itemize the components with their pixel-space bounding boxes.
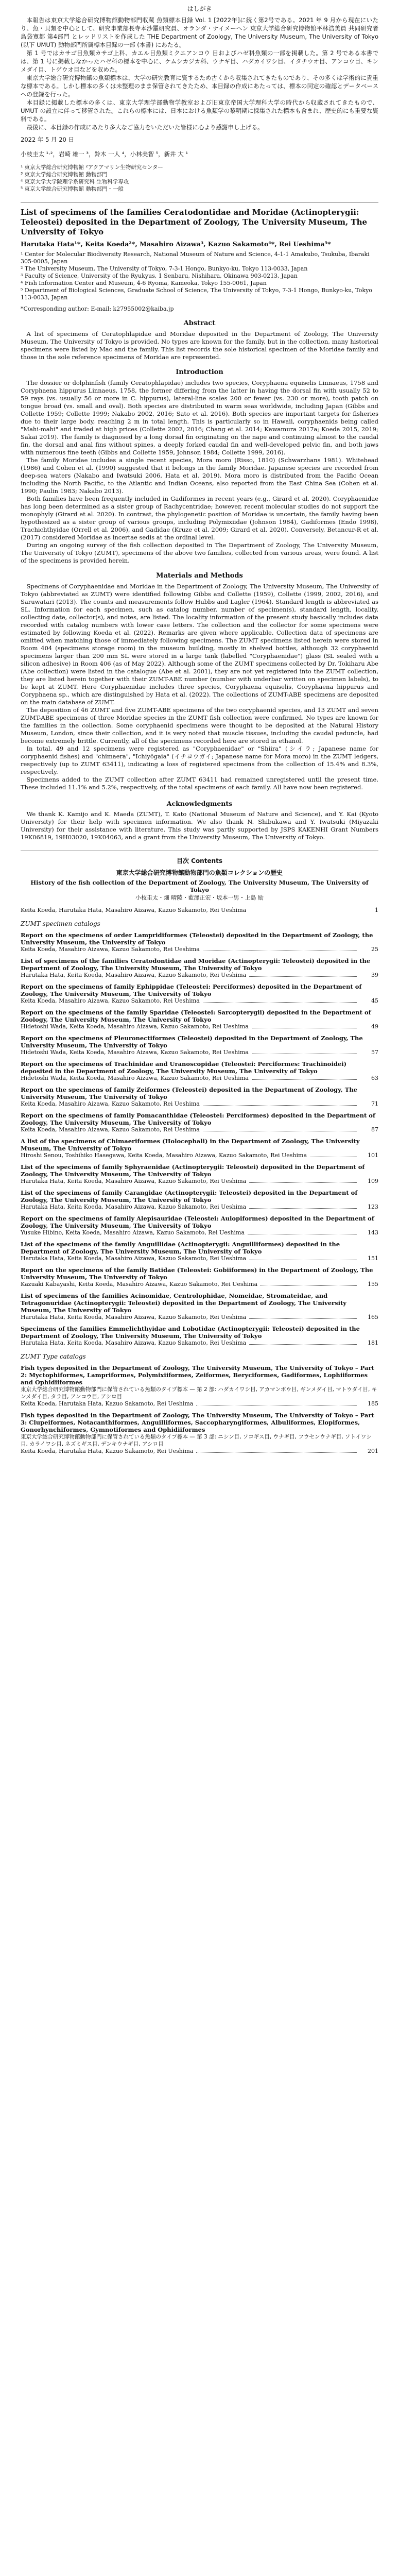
toc-entry-authors: Harutaka Hata, Keita Koeda, Masahiro Aizawa, Kazuo Sakamoto, Rei Ueshima	[21, 972, 247, 978]
toc-leader-dots	[196, 1400, 357, 1405]
toc-leader-dots	[252, 1023, 357, 1028]
toc-entry-page: 123	[368, 1204, 378, 1210]
toc-entry-author-line	[21, 1340, 378, 1347]
intro-paragraph: During an ongoing survey of the fish collection deposited in The Department of Zoology, The University Museum, The University of Tokyo (ZUMT), specimens of the above two families, collected from various areas, were found. A list of the specimens is provided herein.	[21, 541, 378, 564]
toc-entry-author-line	[21, 1023, 378, 1030]
toc-leader-dots	[203, 1100, 357, 1106]
toc-entry	[21, 1215, 378, 1236]
toc-entry-title: List of the specimens of the family Anguillidae (Actinopterygii: Anguilliformes) deposited in the Department of Zoology, The University Museum, The University of Tokyo	[21, 1241, 340, 1255]
methods-paragraph: In total, 49 and 12 specimens were registered as "Coryphaenidae" or "Shiira" (シイラ; Japanese name for coryphaenid fishes) and "chimaera", "Ichiyōgaia" (イチヨウガイ; Japanese name for Mora moro) in the ZUMT ledgers, respectively (up to ZUMT 63411), indicating a loss of registered specimens from the collection of 15.4% and 8.3%, respectively.	[21, 745, 378, 775]
toc-entry-authors: Kazuaki Kabayashi, Keita Koeda, Masahiro Aizawa, Kazuo Sakamoto, Rei Ueshima	[21, 1281, 258, 1287]
affiliation: ⁵ Department of Biological Sciences, Graduate School of Science, The University of Tokyo, 7-3-1 Hongo, Bunkyo-ku, Tokyo 113-0033, Japan	[21, 287, 372, 301]
toc-entry-author-line	[21, 1100, 378, 1108]
toc-leader-dots	[203, 946, 357, 951]
preface-affiliation: ¹ 東京大学総合研究博物館 ²アクアマリン生物研究センター	[21, 164, 163, 171]
toc-leader-dots	[249, 1255, 357, 1260]
toc-entry-page: 57	[371, 1049, 378, 1056]
toc-entry-title: List of specimens of the families Ceratodontidae and Moridae (Actinopterygii: Teleostei) deposited in the Department of Zoology, The University Museum, The University of Tokyo	[21, 957, 371, 972]
article-title: List of specimens of the families Ceratodontidae and Moridae (Actinopterygii: Teleostei) deposited in the Department of Zoology, The University Museum, The University of Tokyo	[21, 208, 368, 236]
toc-entry-author-line	[21, 1400, 378, 1408]
toc-entry-page: 45	[371, 997, 378, 1004]
methods-paragraph: Specimens of Coryphaenidae and Moridae in the Department of Zoology, The University Museum, The University of Tokyo (abbreviated as ZUMT) were identified following Gibbs and Collette (1959), Collette (1999, 2002, 2016), and Saruwatari (2013). The counts and measurements follow Hubbs and Lagler (1964). Standard length is abbreviated as SL. Information for each specimen, such as catalog number, number of specimen(s), standard length, locality, collecting date, collector(s), and notes, are listed. The locality information of the present study basically includes data recorded with catalog numbers with lower case letters. The collection and the collector for some specimens were estimated by following Koeda et al. (2022). Remarks are given where applicable. Collection data of specimens are omitted when matching those of immediately following specimens. The ZUMT specimens listed herein were stored in Room 404 (specimens storage room) in the museum building, mostly in shelved bottles, although 32 coryphaenid specimens larger than 200 mm SL were stored in a large tank (labelled "Coryphaenidae") glass (SL sealed with a silicon adhesive) in Room 406 (as of May 2022). Although some of the ZUMT specimens collected by Dr. Tokiharu Abe (Abe collection) were listed in the catalogue (Abe et al. 2001), they are not yet registered into the ZUMT collection, they are listed herein together with their ZUMT-ABE number (number with underbar written on specimen labels), to be kept at ZUMT. Here Coryphaenidae includes three species, Coryphaena equiselis, Coryphaena hippurus and Coryphaena sp., which are distinguished by Hata et al. (2022). The collections of ZUMT-ABE specimens are deposited on the main database of ZUMT.	[21, 583, 378, 706]
toc-entry-author-line	[21, 972, 378, 979]
toc-entry-authors: Hidetoshi Wada, Keita Koeda, Masahiro Aizawa, Kazuo Sakamoto, Rei Ueshima	[21, 1075, 249, 1081]
toc-entry	[21, 1241, 378, 1262]
toc-entry-page: 63	[371, 1075, 378, 1081]
article-authors: Harutaka Hata¹*, Keita Koeda²*, Masahiro Aizawa³, Kazuo Sakamoto⁴*, Rei Ueshima⁵*	[21, 240, 331, 248]
toc-entry-title: List of specimens of the families Acinomidae, Centrolophidae, Nomeidae, Stromateidae, and Tetragonuridae (Actinopterygii: Teleostei) deposited in the Department of Zoology, The University Museum, The University of Tokyo	[21, 1292, 346, 1314]
toc-entry	[21, 1060, 378, 1082]
toc-entry-title: List of the specimens of family Sphyraenidae (Actinopterygii: Teleostei) deposited in the Department of Zoology, The University Museum, The University of Tokyo	[21, 1163, 365, 1178]
affiliation: ⁴ Fish Information Center and Museum, 4-6 Ryoma, Kameoka, Tokyo 155-0061, Japan	[21, 280, 267, 286]
methods-paragraph: Specimens added to the ZUMT collection after ZUMT 63411 had remained unregistered until the present time. These included 11.1% and 5.2%, respectively, of the total specimens of each family. All have now been registered.	[21, 776, 378, 791]
toc-entry-title: Report on the specimens of family Ephippidae (Teleostei: Perciformes) deposited in the Department of Zoology, The University Museum, The University of Tokyo	[21, 983, 362, 997]
toc-entry-title: Report on the specimens of family Zeiformes (Teleostei) deposited in the Department of Zoology, The University Museum, The University of Tokyo	[21, 1086, 358, 1100]
methods-heading: Materials and Methods	[156, 572, 243, 580]
toc-leader-dots	[261, 1281, 357, 1286]
toc-entry-title: Fish types deposited in the Department of Zoology, The University Museum, The University of Tokyo – Part 2: Myctophiformes, Lampriformes, Polymixiiformes, Zeiformes, Beryciformes, Gadiformes, Lophiiformes and Ophidiiformes	[21, 1364, 374, 1386]
toc-entry-title: A list of the specimens of Chimaeriformes (Holocephali) in the Department of Zoology, The University Museum, The University of Tokyo	[21, 1138, 360, 1152]
toc-entry-author-line	[21, 1281, 378, 1288]
preface	[21, 16, 378, 193]
toc-entry-page: 71	[371, 1100, 378, 1107]
toc-entry	[21, 1112, 378, 1133]
toc-entry-author-line	[21, 1204, 378, 1211]
corresponding-author: *Corresponding author: E-mail: k27955002@kaiba.jp	[21, 306, 174, 312]
toc-entry	[21, 1292, 378, 1321]
toc-entry-author-line	[21, 946, 378, 953]
toc-entry	[21, 1035, 378, 1056]
toc-entry-authors: Harutaka Hata, Keita Koeda, Masahiro Aizawa, Kazuo Sakamoto, Rei Ueshima	[21, 1178, 247, 1184]
toc-entry	[21, 1266, 378, 1288]
toc-entry-author-line	[21, 1126, 378, 1133]
toc-entry-authors: Keita Koeda, Masahiro Aizawa, Kazuo Sakamoto, Rei Ueshima	[21, 1126, 200, 1133]
toc-leader-dots	[252, 1075, 357, 1080]
toc-entry-authors: Hidetoshi Wada, Keita Koeda, Masahiro Aizawa, Kazuo Sakamoto, Rei Ueshima	[21, 1023, 249, 1030]
abstract-text: A list of specimens of Ceratophlapidae and Moridae deposited in the Department of Zoology, The University Museum, The University of Tokyo is provided. No types are known for the family, but in the collection, many historical specimens were listed by Mac and the family. This list records the sole historical specimen of the Moridae family and those in the sole reference specimens of Moridae are represented.	[21, 330, 378, 361]
toc-authors-jp: 小枝圭太・畑 晴陵・藍澤正宏・坂本一男・上島 励	[135, 894, 264, 901]
toc-entry-title: Specimens of the families Emmelichthyidae and Lobotidae (Actinopterygii: Teleostei) deposited in the Department of Zoology, The University Museum, The University of Tokyo	[21, 1325, 360, 1340]
toc-entry	[21, 1412, 378, 1455]
toc-group-label: ZUMT specimen catalogs	[21, 920, 100, 927]
toc-entry-page: 87	[371, 1126, 378, 1133]
toc-entry-page: 25	[371, 946, 378, 953]
toc-heading: 目次 Contents	[176, 857, 223, 865]
toc-entry-title: Report on the specimens of family Alepisauridae (Teleostei: Aulopiformes) deposited in the Department of Zoology, The University Museum, The University of Tokyo	[21, 1215, 374, 1229]
intro-heading: Introduction	[176, 368, 223, 376]
toc-leader-dots	[310, 1152, 357, 1157]
toc-leader-dots	[196, 1448, 357, 1453]
toc-entry-authors: Keita Koeda, Masahiro Aizawa, Kazuo Sakamoto, Rei Ueshima	[21, 997, 200, 1004]
toc-entry-title: Report on the specimens of order Lampridiformes (Teleostei) deposited in the Department of Zoology, the University Museum, the University of Tokyo	[21, 931, 373, 946]
toc-leader-dots	[249, 1204, 357, 1209]
toc-entry-page: 101	[368, 1152, 378, 1159]
toc-entry-page: 185	[368, 1400, 378, 1407]
toc-entry-page: 109	[368, 1178, 378, 1184]
toc-entry-author-line	[21, 1448, 378, 1455]
intro-paragraph: Both families have been frequently included in Gadiformes in recent years (e.g., Girard et al. 2020). Coryphaenidae has long been determined as a sister group of Rachycentridae; however, recent molecular studies do not support the monophyly (Girard et al. 2020). In contrast, the phylogenetic position of Moridae is uncertain, the family having been hypothesized as a sister group of various groups, including Polymixiidae (Johnson 1984), Gadiformes (Endo 1998), Trachichthyidae (Orrell et al. 2006), and Gadidae (Kruze et al. 2009; Girard et al. 2020). Conversely, Betancur-R et al. (2017) considered Moridae as incertae sedis at the ordinal level.	[21, 495, 378, 541]
affiliation: ² The University Museum, The University of Tokyo, 7-3-1 Hongo, Bunkyo-ku, Tokyo 113-0033, Japan	[21, 265, 308, 272]
toc-entry	[21, 1325, 378, 1347]
preface-affiliation: ³ 東京大学総合研究博物館 動物部門	[21, 172, 108, 178]
toc-entry-title: Report on the specimens of family Pomacanthidae (Teleostei: Perciformes) deposited in the Department of Zoology, The University Museum, The University of Tokyo	[21, 1112, 375, 1126]
toc-entry-authors: Harutaka Hata, Keita Koeda, Masahiro Aizawa, Kazuo Sakamoto, Rei Ueshima	[21, 1340, 247, 1346]
preface-paragraph: 第 1 号ではカサゴ目魚類カサゴ上科、カエル目魚類ミクニアンコウ 目およびハゼ科魚類の一部を掲載した。第 2 号である本書では、第 1 号に掲載しなかったハゼ科の標本を中心に、ケムシカジカ科、ウナギ目、ハダカイワシ目、イタチウオ目、アンコウ目、キンメダイ目、トゲウオ目などを収めた。	[21, 49, 378, 73]
toc-entry-authors: Harutaka Hata, Keita Koeda, Masahiro Aizawa, Kazuo Sakamoto, Rei Ueshima	[21, 1204, 247, 1210]
toc-entry	[21, 1086, 378, 1108]
toc-entry-authors: Keita Koeda, Harutaka Hata, Kazuo Sakamoto, Rei Ueshima	[21, 1448, 194, 1454]
toc-entry-page: 39	[371, 972, 378, 978]
preface-paragraph: 本目録に掲載した標本の多くは、東京大学理学部動物学教室および旧東京帝国大学理科大学の時代から収蔵されてきたもので、UMUT の設立に伴って移管された。これらの標本には、日本における魚類学の黎明期に採集された標本も含まれ、歴史的にも重要な資料である。	[21, 99, 378, 123]
intro-paragraph: The dossier or dolphinfish (family Ceratophlapidae) includes two species, Coryphaena equiselis Linnaeus, 1758 and Coryphaena hippurus Linnaeus, 1758, the former differing from the latter in having the dorsal fin with usually 52 to 59 rays (vs. usually 56 or more in C. hippurus), lateral-line scales 200 or fewer (vs. 230 or more), tooth patch on tongue broad (vs. small and oval). Both species are distributed in warm seas worldwide, including Japan (Gibbs and Collette 1959; Collette 1999; Nakabo 2002, 2016; Sato et al. 2016). Both species are important targets for fisheries due to their large body, reaching 2 m in total length. This is particularly so in Hawaii, coryphaenids being called "Mahi-mahi" and traded at high prices (Collette 2002, 2016; Chang et al. 2014; Kawamura 2017a; Koeda 2015, 2019; Sakai 2019). The family is diagnosed by a long dorsal fin originating on the nape and continuing almost to the caudal fin, the dorsal and anal fins without spines, a deeply forked caudal fin and well-developed pelvic fin, and both jaws with numerous fine teeth (Gibbs and Collette 1959, Johnson 1984; Collette 1999, 2016).	[21, 379, 378, 456]
toc-entry-author-line	[21, 1075, 378, 1082]
toc-authors-line	[21, 907, 378, 914]
page-header: はしがき	[187, 5, 212, 12]
toc-entry-page: 201	[368, 1448, 378, 1454]
preface-paragraph: 最後に、本目録の作成にあたり多大なご協力をいただいた皆様に心より感謝申し上げる。	[26, 124, 264, 131]
toc-entry-authors: Harutaka Hata, Keita Koeda, Masahiro Aizawa, Kazuo Sakamoto, Rei Ueshima	[21, 1314, 247, 1320]
toc-leader-dots	[248, 1229, 357, 1234]
toc-entry-page: 151	[368, 1255, 378, 1262]
toc-subheading-en: History of the fish collection of the Department of Zoology, The University Museum, The University of Tokyo	[30, 879, 369, 893]
toc-leader-dots	[249, 972, 357, 977]
toc-entry-author-line	[21, 1152, 378, 1159]
toc-page-number: 1	[375, 907, 378, 913]
toc-leader-dots	[203, 1126, 357, 1131]
toc-entry	[21, 983, 378, 1005]
toc-entry	[21, 1009, 378, 1030]
preface-date: 2022 年 5 月 20 日	[21, 136, 74, 143]
acknowledgments-heading: Acknowledgments	[166, 800, 233, 807]
toc-subheading: 東京大学総合研究博物館動物部門の魚類コレクションの歴史	[116, 869, 283, 876]
toc-entry-title: Report on the specimens of the family Sparidae (Teleostei: Sarcopterygii) deposited in the Department of Zoology, The University Museum, The University of Tokyo	[21, 1009, 371, 1023]
toc-entry	[21, 1364, 378, 1408]
toc-entry-title-jp: 東京大学総合研究博物館動物部門に保管されている魚類のタイプ標本 — 第 2 部: ハダカイワシ目, アカマンボウ目, ギンメダイ目, マトウダイ目, キンメダイ目, タラ目, アンコウ目, アシロ目	[21, 1386, 377, 1400]
toc-entry-page: 49	[371, 1023, 378, 1030]
toc-entry-title: Report on the specimens of the family Batidae (Teleostei: Gobiiformes) in the Department of Zoology, The University Museum, The University of Tokyo	[21, 1266, 373, 1281]
preface-affiliation: ⁴ 東京大学大学院理学系研究科 生物科学専攻	[21, 179, 129, 185]
toc-entry	[21, 957, 378, 979]
acknowledgments-text: We thank K. Kamijo and K. Maeda (ZUMT), T. Kato (National Museum of Nature and Science), and Y. Kai (Kyoto University) for their help with specimen information. We also thank N. Shibukawa and Y. Iwatsuki (Miyazaki University) for their assistance with literature. This study was partly supported by JSPS KAKENHI Grant Numbers 19K06819, 19H03020, 19K04063, and a grant from the University Museum, The University of Tokyo.	[21, 810, 378, 841]
toc-entry-page: 181	[368, 1340, 378, 1346]
article	[21, 208, 378, 841]
toc-entry-title: List of the specimens of family Carangidae (Actinopterygii: Teleostei) deposited in the Department of Zoology, The University Museum, The University of Tokyo	[21, 1189, 358, 1204]
toc-entry-author-line	[21, 1314, 378, 1321]
toc-entry-authors: Yusuke Hibino, Keita Koeda, Masahiro Aizawa, Kazuo Sakamoto, Rei Ueshima	[21, 1229, 245, 1236]
preface-paragraph: 東京大学総合研究博物館の魚類標本は、大学の研究教育に資するため古くから収集されてきたものであり、その多くは学術的に貴重な標本である。しかし標本の多くは未整理のまま保管されてきたため、本目録の作成にあたっては、標本の同定の確認とデータベースへの登録を行った。	[21, 74, 378, 98]
toc-entry-author-line	[21, 1255, 378, 1262]
preface-authors: 小枝圭太 ¹·²，岩崎 雄一 ³，鈴木 一人 ⁴，小林美智 ⁵，新井 大 ¹	[21, 150, 188, 158]
toc-entry-authors: Keita Koeda, Masahiro Aizawa, Kazuo Sakamoto, Rei Ueshima	[21, 946, 200, 953]
toc-entry-page: 143	[368, 1229, 378, 1236]
toc-type-heading: ZUMT Type catalogs	[21, 1353, 86, 1360]
toc-entry-author-line	[21, 1229, 378, 1236]
abstract-heading: Abstract	[183, 319, 216, 327]
toc-entry-page: 165	[368, 1314, 378, 1320]
toc-entry-authors: Keita Koeda, Harutaka Hata, Kazuo Sakamoto, Rei Ueshima	[21, 1400, 194, 1407]
toc-entry-authors: Hiroshi Senou, Toshihiko Hasegawa, Keita Koeda, Masahiro Aizawa, Kazuo Sakamoto, Rei Ueshima	[21, 1152, 307, 1159]
methods-paragraph: The deposition of 46 ZUMT and five ZUMT-ABE specimens of the two coryphaenid species, and 13 ZUMT and seven ZUMT-ABE specimens of three Moridae species in the ZUMT fish collection were confirmed. No types are known for the families in the collection. Some coryphaenid specimens were thought to be deposited at the Natural History Museum, London, since their collection, and it is very noted that muscle tissues, including the caudal peduncle, had become extremely brittle. Currently, all of the specimens recorded here are stored in ethanol.	[21, 706, 378, 744]
affiliation: ³ Faculty of Science, University of the Ryukyus, 1 Senbaru, Nishihara, Okinawa 903-0213, Japan	[21, 273, 298, 279]
toc-leader-dots	[249, 1340, 357, 1345]
toc-entry-title: Fish types deposited in the Department of Zoology, The University Museum, The University of Tokyo – Part 3: Clupeiformes, Notacanthiformes, Anguilliformes, Saccopharyngiformes, Albuliformes, Elopiformes, Gonorhynchiformes, Gymnotiformes and Ophidiiformes	[21, 1412, 374, 1433]
toc-authors-en: Keita Koeda, Harutaka Hata, Masahiro Aizawa, Kazuo Sakamoto, Rei Ueshima	[21, 907, 247, 913]
toc-entry-authors: Hidetoshi Wada, Keita Koeda, Masahiro Aizawa, Kazuo Sakamoto, Rei Ueshima	[21, 1049, 249, 1056]
toc-entry-author-line	[21, 997, 378, 1005]
toc-entry	[21, 1138, 378, 1159]
toc-entries	[21, 931, 378, 1347]
toc-leader-dots	[252, 1049, 357, 1054]
toc-entry-author-line	[21, 1178, 378, 1185]
toc-type-entries	[21, 1364, 378, 1455]
toc-entry	[21, 1163, 378, 1185]
preface-affiliation: ⁵ 東京大学総合研究博物館 動物部門・一般	[21, 186, 124, 192]
toc-entry-page: 155	[368, 1281, 378, 1287]
toc-entry-author-line	[21, 1049, 378, 1056]
preface-paragraph: 本報告は東京大学総合研究博物館動物部門収蔵 魚類標本目録 Vol. 1 [2022年]に続く第2号である。2021 年 9 月から現在にいたり、魚・貝類を中心として、研究事業部長寺本沙羅研究員、オランダ・ナイメーヘン 東京大学総合研究博物館平林浩美員 共同研究者 島袋寛都 第4部門 とレッドリストを作成した THE Department of Zoology, The University Museum, The University of Tokyo (以下 UMUT) 動物部門所属標本目録の一部 (本書) にあたる。	[21, 16, 378, 48]
toc-entry-title: Report on the specimens of Trachinidae and Uranoscopidae (Teleostei: Perciformes: Trachinoidei) deposited in the Department of Zoology, The University Museum, The University of Tokyo	[21, 1060, 347, 1075]
toc-entry-title-jp: 東京大学総合研究博物館動物部門に保管されている魚類のタイプ標本 — 第 3 部: ニシン目, ソコギス目, ウナギ目, フウセンウナギ目, ソトイワシ目, カライワシ目, ネズミギス目, デンキウナギ目, アシロ目	[21, 1434, 372, 1447]
table-of-contents	[21, 856, 378, 1455]
toc-leader-dots	[203, 997, 357, 1003]
toc-entry	[21, 1189, 378, 1211]
toc-entry-authors: Keita Koeda, Masahiro Aizawa, Kazuo Sakamoto, Rei Ueshima	[21, 1100, 200, 1107]
affiliation: ¹ Center for Molecular Biodiversity Research, National Museum of Nature and Science, 4-1-1 Amakubo, Tsukuba, Ibaraki 305-0005, Japan	[21, 251, 370, 265]
toc-entry	[21, 931, 378, 953]
intro-paragraph: The family Moridae includes a single recent species, Mora moro (Risso, 1810) (Schwarzhans 1981). Whitehead (1986) and Cohen et al. (1990) suggested that it belongs in the family Moridae. Japanese species are recorded from deep-sea waters (Nakabo and Iwatsuki 2006, Hata et al. 2019). Mora moro is distributed from the Pacific Ocean including the North Pacific, to the Atlantic and Indian Oceans, also reported from the East China Sea (Cohen et al. 1990; Paulin 1983; Nakabo 2013).	[21, 456, 378, 495]
toc-leader-dots	[249, 1314, 357, 1319]
toc-leader-dots	[249, 1178, 357, 1183]
toc-entry-title: Report on the specimens of Pleuronectiformes (Teleostei) deposited in the Department of Zoology, The University Museum, The University of Tokyo	[21, 1035, 363, 1049]
toc-entry-authors: Harutaka Hata, Keita Koeda, Masahiro Aizawa, Kazuo Sakamoto, Rei Ueshima	[21, 1255, 247, 1262]
